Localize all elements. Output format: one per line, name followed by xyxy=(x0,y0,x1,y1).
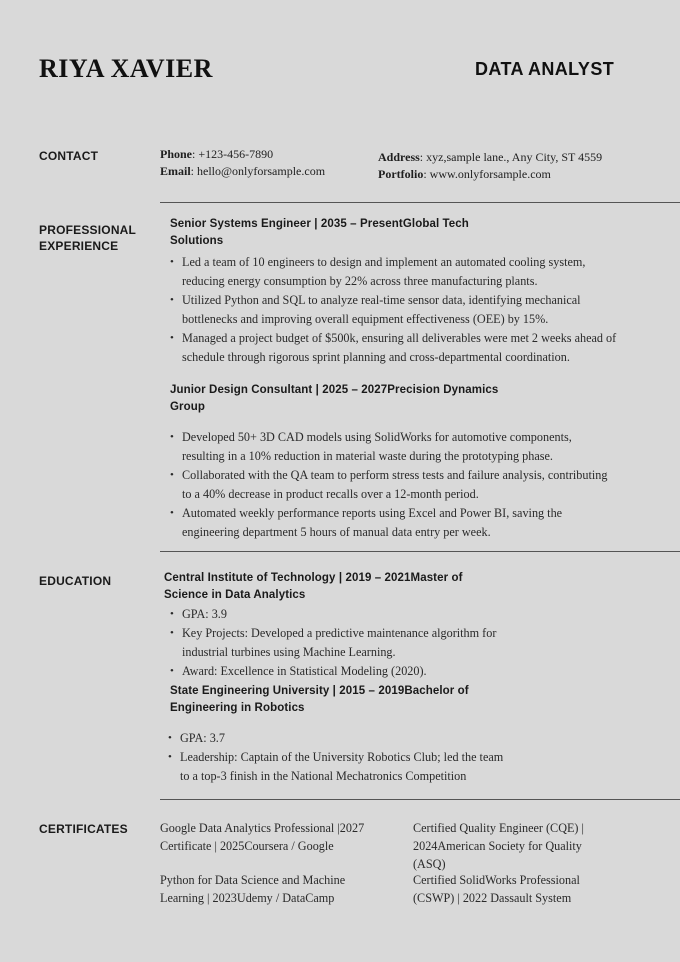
phone-value: : +123-456-7890 xyxy=(192,147,274,161)
list-item: • Managed a project budget of $500k, ensuring all deliverables were met 2 weeks ahead of schedule through rigorous sprint planning and cross-departmental coordination. xyxy=(170,329,625,367)
school-heading-line1: Central Institute of Technology | 2019 – 2021Master of xyxy=(164,572,463,584)
job-heading-line2: Solutions xyxy=(170,235,224,247)
candidate-name: RIYA XAVIER xyxy=(39,54,213,83)
portfolio-line xyxy=(378,166,551,183)
address-line xyxy=(378,149,602,166)
section-divider xyxy=(160,799,680,800)
education-label: EDUCATION xyxy=(39,574,112,588)
portfolio-value: : www.onlyforsample.com xyxy=(423,167,551,181)
certificate-item: Google Data Analytics Professional |2027 Certificate | 2025Coursera / Google xyxy=(160,821,365,853)
school-bullets xyxy=(168,729,513,786)
experience-label-line2: EXPERIENCE xyxy=(39,239,119,253)
contact-label: CONTACT xyxy=(39,149,99,163)
school-heading xyxy=(170,683,490,717)
job-heading-line1: Junior Design Consultant | 2025 – 2027Precision Dynamics xyxy=(170,384,499,396)
address-label: Address xyxy=(378,150,420,164)
certificate-item: Certified Quality Engineer (CQE) | 2024American Society for Quality (ASQ) xyxy=(413,821,584,871)
list-item: • Automated weekly performance reports using Excel and Power BI, saving the engineering department 5 hours of manual data entry per week. xyxy=(170,504,610,542)
job-heading-line1: Senior Systems Engineer | 2035 – PresentGlobal Tech xyxy=(170,218,469,230)
job-heading-line2: Group xyxy=(170,401,205,413)
school-bullets xyxy=(170,605,500,681)
list-item: • Key Projects: Developed a predictive maintenance algorithm for industrial turbines using Machine Learning. xyxy=(170,624,500,662)
list-item: • GPA: 3.9 xyxy=(170,605,500,624)
list-item: • Developed 50+ 3D CAD models using SolidWorks for automotive components, resulting in a 10% reduction in material waste during the prototyping phase. xyxy=(170,428,610,466)
school-heading-line1: State Engineering University | 2015 – 2019Bachelor of xyxy=(170,685,469,697)
certificate-item: Python for Data Science and Machine Learning | 2023Udemy / DataCamp xyxy=(160,873,346,905)
job-heading xyxy=(170,216,500,250)
job-bullets xyxy=(170,253,625,367)
school-heading xyxy=(164,570,484,604)
phone-label: Phone xyxy=(160,147,193,161)
phone-line xyxy=(160,146,273,163)
list-item: • GPA: 3.7 xyxy=(168,729,513,748)
list-item: • Award: Excellence in Statistical Modeling (2020). xyxy=(170,662,500,681)
list-item: • Leadership: Captain of the University Robotics Club; led the team to a top-3 finish in the National Mechatronics Competition xyxy=(168,748,513,786)
job-heading xyxy=(170,382,510,416)
email-line xyxy=(160,163,325,180)
certificates-label: CERTIFICATES xyxy=(39,822,128,836)
address-value: : xyz,sample lane., Any City, ST 4559 xyxy=(419,150,603,164)
job-bullets xyxy=(170,428,610,542)
email-value: : hello@onlyforsample.com xyxy=(190,164,326,178)
list-item: • Utilized Python and SQL to analyze real-time sensor data, identifying mechanical bottlenecks and improving overall equipment effectiveness (OEE) by 15%. xyxy=(170,291,625,329)
certificate-item: Certified SolidWorks Professional (CSWP) | 2022 Dassault System xyxy=(413,873,580,905)
email-label: Email xyxy=(160,164,191,178)
school-heading-line2: Science in Data Analytics xyxy=(164,589,306,601)
list-item: • Collaborated with the QA team to perform stress tests and failure analysis, contributing to a 40% decrease in product recalls over a 12-month period. xyxy=(170,466,610,504)
section-divider xyxy=(160,202,680,203)
list-item: • Led a team of 10 engineers to design and implement an automated cooling system, reducing energy consumption by 22% across three manufacturing plants. xyxy=(170,253,625,291)
experience-label-line1: PROFESSIONAL xyxy=(39,223,137,237)
job-title: DATA ANALYST xyxy=(475,59,615,79)
portfolio-label: Portfolio xyxy=(378,167,424,181)
section-divider xyxy=(160,551,680,552)
school-heading-line2: Engineering in Robotics xyxy=(170,702,305,714)
experience-label xyxy=(39,222,136,254)
